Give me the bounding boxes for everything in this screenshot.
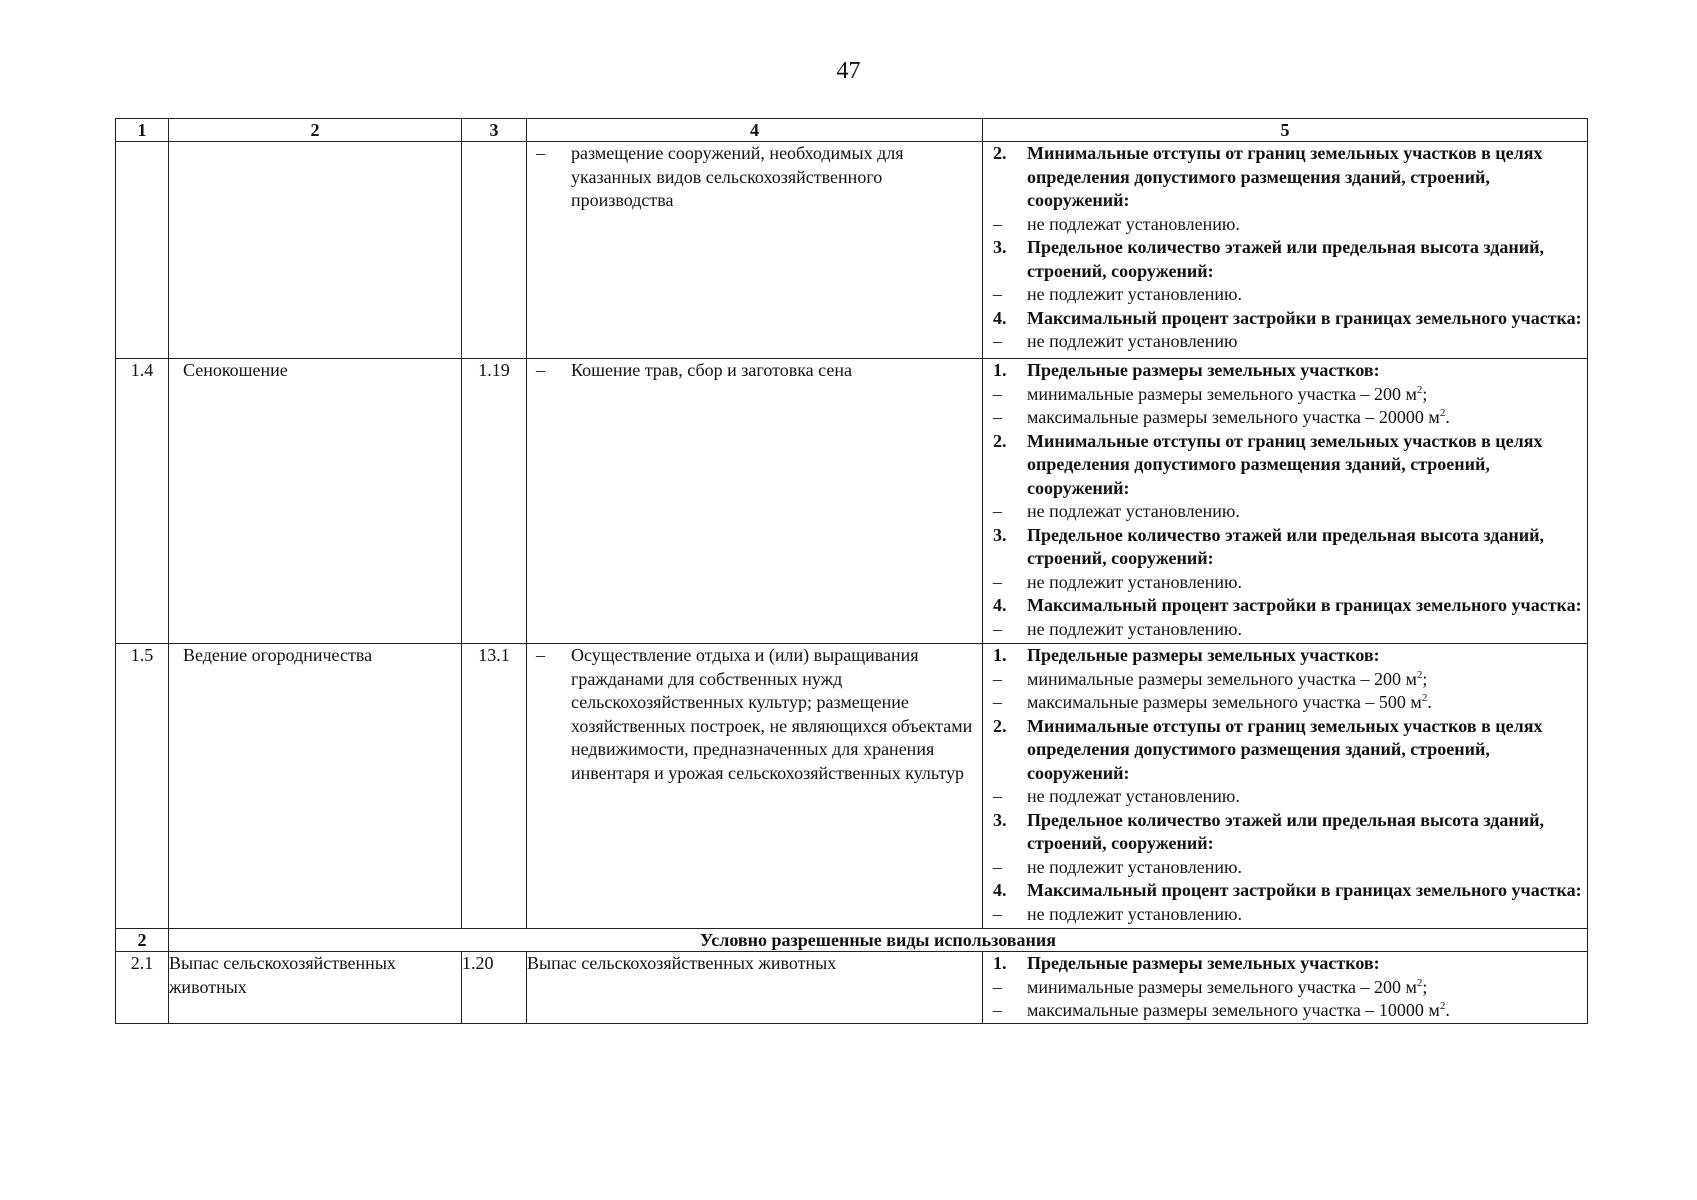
superscript: 2 xyxy=(1439,1000,1446,1012)
description-item xyxy=(527,359,982,383)
parameter-text: минимальные размеры земельного участка – 200 м xyxy=(1027,383,1417,404)
parameters-cell xyxy=(983,359,1588,644)
description-item xyxy=(527,142,982,213)
parameter-text: Максимальный процент застройки в границах земельного участка: xyxy=(1027,595,1582,615)
superscript: 2 xyxy=(1416,383,1423,396)
superscript: 2 xyxy=(1416,668,1423,681)
parameter-text: Предельное количество этажей или предельная высота зданий, строений, сооружений: xyxy=(1027,809,1545,853)
list-marker: – xyxy=(993,1000,1002,1020)
parameter-heading xyxy=(983,307,1587,331)
use-description xyxy=(527,142,983,359)
parameter-heading xyxy=(983,359,1587,383)
parameter-punct: ; xyxy=(1422,383,1428,404)
parameters-cell xyxy=(983,952,1588,1024)
use-name: Ведение огородничества xyxy=(169,644,462,929)
parameters-cell xyxy=(983,142,1588,359)
parameter-text: не подлежит установлению. xyxy=(1027,856,1242,877)
parameter-value xyxy=(983,500,1587,524)
parameter-text: Предельное количество этажей или предельная высота зданий, строений, сооружений: xyxy=(1027,524,1545,568)
use-code xyxy=(462,142,527,359)
parameter-value xyxy=(983,406,1587,430)
use-description xyxy=(527,644,983,929)
parameters-list xyxy=(983,142,1587,354)
list-marker: 4. xyxy=(993,307,1007,328)
parameter-text: максимальные размеры земельного участка – 20000 м xyxy=(1027,407,1440,427)
parameter-heading xyxy=(983,524,1587,571)
use-code: 13.1 xyxy=(462,644,527,929)
list-marker: 1. xyxy=(993,953,1007,973)
parameter-text: не подлежит установлению xyxy=(1027,331,1238,351)
list-marker: 4. xyxy=(993,595,1007,615)
list-marker: 2. xyxy=(993,715,1007,736)
superscript: 2 xyxy=(1439,407,1446,419)
parameter-text: не подлежат установлению. xyxy=(1027,786,1240,806)
parameter-text: Минимальные отступы от границ земельных участков в целях определения допустимого размещения зданий, строений, сооружений: xyxy=(1027,715,1543,783)
use-name xyxy=(169,142,462,359)
list-marker: – xyxy=(993,383,1002,404)
superscript: 2 xyxy=(1421,692,1428,704)
regulations-table xyxy=(115,118,1588,1024)
parameter-text: Минимальные отступы от границ земельных участков в целях определения допустимого размещения зданий, строений, сооружений: xyxy=(1027,430,1543,498)
parameter-text: не подлежит установлению. xyxy=(1027,903,1242,924)
list-marker: – xyxy=(993,976,1002,997)
parameter-text: Максимальный процент застройки в границах земельного участка: xyxy=(1027,307,1582,328)
description-text: размещение сооружений, необходимых для указанных видов сельскохозяйственного производства xyxy=(571,143,904,210)
list-marker: – xyxy=(993,856,1002,877)
list-marker: 3. xyxy=(993,237,1007,257)
page-number: 47 xyxy=(836,58,861,84)
parameter-text: Максимальный процент застройки в границах земельного участка: xyxy=(1027,880,1582,900)
parameter-heading xyxy=(983,952,1587,976)
list-marker: 2. xyxy=(993,430,1007,451)
parameter-punct: ; xyxy=(1422,976,1428,997)
list-marker: – xyxy=(993,407,1002,427)
dash-marker: – xyxy=(536,360,545,380)
header-cell: 5 xyxy=(983,119,1588,142)
list-marker: 1. xyxy=(993,360,1007,380)
parameter-text: максимальные размеры земельного участка – 10000 м xyxy=(1027,1000,1440,1020)
row-number xyxy=(116,142,169,359)
parameter-text: Минимальные отступы от границ земельных участков в целях определения допустимого размещения зданий, строений, сооружений: xyxy=(1027,143,1543,210)
use-description xyxy=(527,359,983,644)
parameter-text: не подлежит установлению. xyxy=(1027,284,1242,304)
table-row xyxy=(116,359,1588,644)
parameter-text: не подлежит установлению. xyxy=(1027,571,1242,592)
parameter-value xyxy=(983,330,1587,354)
parameter-value xyxy=(983,618,1587,642)
list-marker: – xyxy=(993,786,1002,806)
list-marker: 1. xyxy=(993,645,1007,665)
list-marker: 2. xyxy=(993,143,1007,163)
list-marker: 4. xyxy=(993,880,1007,900)
list-marker: – xyxy=(993,668,1002,689)
dash-marker: – xyxy=(536,143,545,163)
parameter-value xyxy=(983,213,1587,237)
table-row xyxy=(116,142,1588,359)
parameters-list xyxy=(983,359,1587,641)
list-marker: – xyxy=(993,903,1002,924)
parameters-cell xyxy=(983,644,1588,929)
parameter-value xyxy=(983,976,1587,1000)
parameter-text: Предельное количество этажей или предельная высота зданий, строений, сооружений: xyxy=(1027,237,1545,281)
use-description: Выпас сельскохозяйственных животных xyxy=(527,952,983,1024)
header-cell: 1 xyxy=(116,119,169,142)
table-row xyxy=(116,644,1588,929)
description-text: Осуществление отдыха и (или) выращивания гражданами для собственных нужд сельскохозяйственных культур; размещение хозяйственных построек, не являющихся объектами недвижимости, предназначенных для хранения инвентаря и урожая сельскохозяйственных культур xyxy=(571,645,973,783)
parameter-heading xyxy=(983,809,1587,856)
row-number: 1.5 xyxy=(116,644,169,929)
parameter-punct: . xyxy=(1427,692,1432,712)
parameter-text: не подлежат установлению. xyxy=(1027,501,1240,521)
parameter-heading xyxy=(983,430,1587,501)
parameter-heading xyxy=(983,142,1587,213)
row-number: 2.1 xyxy=(116,952,169,1024)
section-row xyxy=(116,929,1588,952)
parameter-text: минимальные размеры земельного участка – 200 м xyxy=(1027,668,1417,689)
parameter-value xyxy=(983,691,1587,715)
header-cell: 2 xyxy=(169,119,462,142)
parameter-heading xyxy=(983,236,1587,283)
parameter-punct: . xyxy=(1445,407,1450,427)
parameter-punct: . xyxy=(1445,1000,1450,1020)
parameter-value xyxy=(983,283,1587,307)
list-marker: – xyxy=(993,692,1002,712)
parameter-text: не подлежат установлению. xyxy=(1027,213,1240,234)
list-marker: – xyxy=(993,331,1002,351)
parameters-list xyxy=(983,644,1587,926)
section-number: 2 xyxy=(116,929,169,952)
parameter-text: Предельные размеры земельных участков: xyxy=(1027,645,1380,665)
description-text: Кошение трав, сбор и заготовка сена xyxy=(571,360,852,380)
row-number: 1.4 xyxy=(116,359,169,644)
superscript: 2 xyxy=(1416,976,1423,989)
description-list xyxy=(527,142,982,213)
parameter-heading xyxy=(983,594,1587,618)
parameters-list xyxy=(983,952,1587,1023)
parameter-heading xyxy=(983,715,1587,786)
list-marker: 3. xyxy=(993,809,1007,830)
use-name: Выпас сельскохозяйственных животных xyxy=(169,952,462,1024)
description-item xyxy=(527,644,982,785)
list-marker: – xyxy=(993,213,1002,234)
parameter-punct: ; xyxy=(1422,668,1428,689)
list-marker: – xyxy=(993,284,1002,304)
parameter-value xyxy=(983,856,1587,880)
table-row xyxy=(116,952,1588,1024)
header-cell: 4 xyxy=(527,119,983,142)
list-marker: – xyxy=(993,618,1002,639)
parameter-heading xyxy=(983,644,1587,668)
parameter-text: Предельные размеры земельных участков: xyxy=(1027,360,1380,380)
parameter-text: не подлежит установлению. xyxy=(1027,618,1242,639)
use-name: Сенокошение xyxy=(169,359,462,644)
list-marker: – xyxy=(993,571,1002,592)
parameter-value xyxy=(983,999,1587,1023)
parameter-text: максимальные размеры земельного участка – 500 м xyxy=(1027,692,1422,712)
description-list xyxy=(527,359,982,383)
dash-marker: – xyxy=(536,645,545,665)
description-list xyxy=(527,644,982,785)
parameter-value xyxy=(983,383,1587,407)
parameter-text: Предельные размеры земельных участков: xyxy=(1027,953,1380,973)
list-marker: 3. xyxy=(993,524,1007,545)
parameter-heading xyxy=(983,879,1587,903)
parameter-text: минимальные размеры земельного участка – 200 м xyxy=(1027,976,1417,997)
table-header-row xyxy=(116,119,1588,142)
header-cell: 3 xyxy=(462,119,527,142)
section-title: Условно разрешенные виды использования xyxy=(169,929,1588,952)
parameter-value xyxy=(983,785,1587,809)
parameter-value xyxy=(983,668,1587,692)
use-code: 1.19 xyxy=(462,359,527,644)
parameter-value xyxy=(983,571,1587,595)
parameter-value xyxy=(983,903,1587,927)
list-marker: – xyxy=(993,501,1002,521)
use-code: 1.20 xyxy=(462,952,527,1024)
